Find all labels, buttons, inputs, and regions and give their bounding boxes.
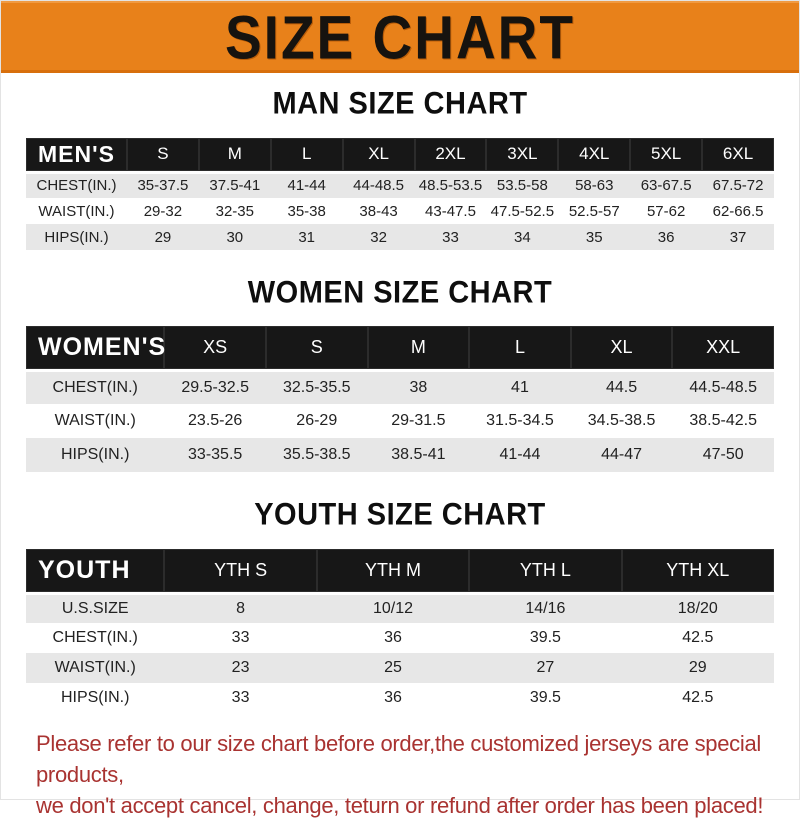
size-table bbox=[26, 138, 774, 250]
size-value-cell: 29-32 bbox=[143, 202, 183, 220]
size-value-cell: 41-44 bbox=[287, 177, 326, 195]
size-value-cell: 31 bbox=[298, 228, 316, 246]
row-label: U.S.SIZE bbox=[61, 599, 129, 617]
size-value-cell: 32 bbox=[370, 228, 387, 246]
size-column-header: XL bbox=[571, 326, 673, 370]
size-value-cell: 29 bbox=[154, 228, 172, 246]
table-group-label: WOMEN'S bbox=[26, 326, 164, 370]
section-title: WOMEN SIZE CHART bbox=[247, 275, 553, 311]
row-label: WAIST(IN.) bbox=[54, 412, 136, 429]
row-label: CHEST(IN.) bbox=[52, 629, 138, 646]
footer-note bbox=[1, 728, 799, 821]
size-value-cell: 18/20 bbox=[677, 599, 718, 617]
section-title: YOUTH SIZE CHART bbox=[254, 497, 546, 533]
size-column-header: 5XL bbox=[630, 138, 702, 172]
table-row bbox=[26, 224, 774, 250]
size-column-header: 6XL bbox=[702, 138, 774, 172]
size-value-cell: 62-66.5 bbox=[712, 202, 764, 220]
size-column-header: 3XL bbox=[486, 138, 558, 172]
size-column-header: YTH XL bbox=[622, 549, 774, 593]
table-header-row bbox=[26, 549, 774, 593]
size-value-cell: 25 bbox=[384, 659, 402, 676]
table-row bbox=[26, 404, 774, 438]
size-value-cell: 39.5 bbox=[529, 689, 561, 706]
size-value-cell: 31.5-34.5 bbox=[486, 412, 554, 429]
size-chart-section bbox=[1, 277, 799, 472]
size-column-header: M bbox=[368, 326, 470, 370]
size-value-cell: 27 bbox=[536, 659, 555, 676]
page-title: SIZE CHART bbox=[225, 1, 575, 72]
size-value-cell: 44.5-48.5 bbox=[689, 378, 757, 396]
size-value-cell: 26-29 bbox=[296, 412, 338, 429]
size-column-header: XS bbox=[164, 326, 266, 370]
table-row bbox=[26, 623, 774, 653]
table-row bbox=[26, 172, 774, 198]
table-header-row bbox=[26, 326, 774, 370]
table-header-row bbox=[26, 138, 774, 172]
size-value-cell: 29-31.5 bbox=[391, 412, 446, 429]
size-value-cell: 48.5-53.5 bbox=[418, 177, 483, 195]
size-column-header: M bbox=[199, 138, 271, 172]
size-value-cell: 29.5-32.5 bbox=[181, 378, 249, 396]
row-label: WAIST(IN.) bbox=[54, 659, 136, 676]
size-value-cell: 47.5-52.5 bbox=[490, 202, 555, 220]
size-column-header: YTH M bbox=[317, 549, 469, 593]
table-row bbox=[26, 683, 774, 713]
size-value-cell: 36 bbox=[657, 228, 675, 246]
size-chart-section bbox=[1, 499, 799, 713]
size-table bbox=[26, 549, 774, 713]
size-column-header: YTH L bbox=[469, 549, 621, 593]
size-column-header: 2XL bbox=[415, 138, 487, 172]
size-value-cell: 38-43 bbox=[359, 202, 398, 220]
size-value-cell: 39.5 bbox=[529, 629, 561, 646]
size-value-cell: 36 bbox=[384, 689, 402, 706]
sections bbox=[1, 88, 799, 713]
size-value-cell: 10/12 bbox=[372, 599, 413, 617]
size-column-header: L bbox=[469, 326, 571, 370]
size-value-cell: 38.5-42.5 bbox=[689, 412, 757, 429]
size-value-cell: 41 bbox=[511, 378, 529, 396]
size-value-cell: 35 bbox=[585, 228, 603, 246]
size-value-cell: 23.5-26 bbox=[188, 412, 243, 429]
row-label: WAIST(IN.) bbox=[38, 202, 115, 220]
banner bbox=[1, 1, 799, 73]
size-value-cell: 30 bbox=[226, 228, 244, 246]
size-value-cell: 63-67.5 bbox=[640, 177, 692, 195]
row-label: CHEST(IN.) bbox=[52, 378, 138, 396]
size-value-cell: 41-44 bbox=[499, 446, 541, 463]
size-column-header: L bbox=[271, 138, 343, 172]
footer-line-2: we don't accept cancel, change, teturn or refund after order has been placed! bbox=[36, 793, 764, 818]
size-value-cell: 35.5-38.5 bbox=[282, 446, 351, 463]
size-value-cell: 42.5 bbox=[682, 689, 714, 706]
size-value-cell: 23 bbox=[231, 659, 250, 676]
size-column-header: XXL bbox=[672, 326, 774, 370]
size-value-cell: 58-63 bbox=[575, 177, 614, 195]
table-row bbox=[26, 438, 774, 472]
size-value-cell: 38.5-41 bbox=[391, 446, 446, 463]
size-column-header: S bbox=[266, 326, 368, 370]
size-value-cell: 34.5-38.5 bbox=[587, 412, 656, 429]
size-value-cell: 14/16 bbox=[525, 599, 566, 617]
table-row bbox=[26, 653, 774, 683]
footer-line-1: Please refer to our size chart before order,the customized jerseys are special products, bbox=[36, 731, 761, 787]
size-value-cell: 33 bbox=[231, 689, 250, 706]
size-value-cell: 42.5 bbox=[682, 629, 714, 646]
size-table bbox=[26, 326, 774, 472]
size-value-cell: 52.5-57 bbox=[568, 202, 620, 220]
size-value-cell: 35-38 bbox=[287, 202, 326, 220]
size-column-header: YTH S bbox=[164, 549, 316, 593]
size-value-cell: 43-47.5 bbox=[425, 202, 476, 220]
row-label: HIPS(IN.) bbox=[60, 446, 130, 463]
size-value-cell: 32-35 bbox=[215, 202, 254, 220]
size-chart-section bbox=[1, 88, 799, 250]
table-row bbox=[26, 593, 774, 623]
size-value-cell: 36 bbox=[384, 629, 402, 646]
size-value-cell: 44-48.5 bbox=[353, 177, 405, 195]
size-value-cell: 37.5-41 bbox=[209, 177, 261, 195]
size-value-cell: 47-50 bbox=[702, 446, 744, 463]
table-row bbox=[26, 370, 774, 404]
size-value-cell: 8 bbox=[236, 599, 246, 617]
table-group-label: MEN'S bbox=[26, 138, 127, 172]
size-value-cell: 38 bbox=[409, 378, 428, 396]
size-value-cell: 33-35.5 bbox=[188, 446, 243, 463]
size-value-cell: 33 bbox=[231, 629, 250, 646]
table-row bbox=[26, 198, 774, 224]
size-value-cell: 53.5-58 bbox=[496, 177, 548, 195]
size-value-cell: 32.5-35.5 bbox=[282, 378, 351, 396]
size-column-header: 4XL bbox=[558, 138, 630, 172]
section-title: MAN SIZE CHART bbox=[272, 86, 528, 122]
size-value-cell: 34 bbox=[514, 228, 531, 246]
size-value-cell: 37 bbox=[729, 228, 747, 246]
size-column-header: S bbox=[127, 138, 199, 172]
size-value-cell: 35-37.5 bbox=[137, 177, 189, 195]
size-value-cell: 29 bbox=[688, 659, 707, 676]
size-value-cell: 67.5-72 bbox=[712, 177, 764, 195]
row-label: CHEST(IN.) bbox=[36, 177, 117, 195]
size-value-cell: 44-47 bbox=[601, 446, 642, 463]
table-group-label: YOUTH bbox=[26, 549, 164, 593]
row-label: HIPS(IN.) bbox=[44, 228, 109, 246]
size-value-cell: 44.5 bbox=[605, 378, 638, 396]
row-label: HIPS(IN.) bbox=[60, 689, 130, 706]
size-value-cell: 57-62 bbox=[646, 202, 686, 220]
size-column-header: XL bbox=[343, 138, 415, 172]
size-value-cell: 33 bbox=[442, 228, 459, 246]
